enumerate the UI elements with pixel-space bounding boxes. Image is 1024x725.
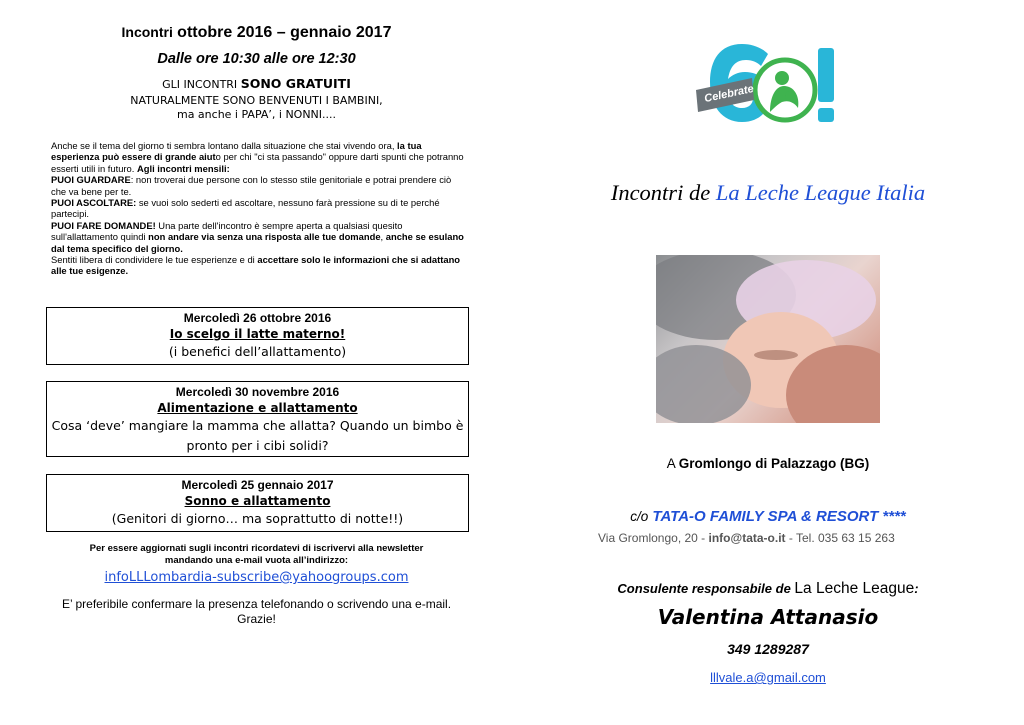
location-name: Gromlongo di Palazzago (BG) bbox=[678, 456, 870, 471]
address-phone: - Tel. 035 63 15 263 bbox=[788, 531, 895, 545]
puoi-guardare-text: : non troverai due persone con lo stesso stile genitoriale e potrai prendere ciò che va bene per te. bbox=[51, 174, 452, 197]
intro-s2-rest: o per chi "ci sta passando" oppure darti spunti che potranno esserti utili in futuro. bbox=[51, 151, 464, 174]
baby-photo-icon bbox=[656, 255, 880, 423]
period-dates: ottobre 2016 – gennaio 2017 bbox=[177, 24, 392, 41]
meeting-desc: (Genitori di giorno… ma soprattutto di notte!!) bbox=[111, 511, 404, 526]
title-prefix: Incontri de bbox=[610, 180, 711, 205]
sentiti-libera-text: Sentiti libera di condividere le tue esperienze e di bbox=[51, 254, 258, 266]
puoi-ascoltare-text: se vuoi solo sederti ed ascoltare, nessuno farà pressione su di te perché partecipi. bbox=[51, 197, 440, 220]
intro-paragraph bbox=[51, 140, 464, 277]
newsletter-email-row bbox=[46, 570, 467, 585]
free-bold: SONO GRATUITI bbox=[240, 76, 351, 91]
meeting-topic: Io scelgo il latte materno! bbox=[169, 327, 346, 341]
main-title bbox=[560, 180, 976, 206]
consultant-email-row bbox=[560, 670, 976, 685]
puoi-fare-domande-text: Una parte dell'incontro è sempre aperta a qualsiasi quesito sull'allattamento quindi bbox=[51, 219, 403, 243]
meeting-topic: Sonno e allattamento bbox=[184, 494, 331, 508]
hours-line: Dalle ore 10:30 alle ore 12:30 bbox=[157, 51, 356, 67]
puoi-fare-domande-bold2: anche se esulano dal tema specifico del giorno. bbox=[51, 231, 464, 254]
puoi-fare-domande-bold: non andare via senza una risposta alle tue domande bbox=[148, 231, 381, 243]
intro-s1: Anche se il tema del giorno ti sembra lontano dalla situazione che stai vivendo ora, bbox=[51, 140, 395, 151]
address-line bbox=[598, 531, 895, 545]
consultant-email-link[interactable]: lllvale.a@gmail.com bbox=[710, 670, 826, 685]
newsletter-line-1: Per essere aggiornati sugli incontri ricordatevi di iscrivervi alla newsletter bbox=[89, 543, 424, 554]
consultant-label-pre: Consulente responsabile de bbox=[617, 581, 791, 596]
puoi-ascoltare-label: PUOI ASCOLTARE: bbox=[51, 197, 137, 209]
puoi-fare-domande-label: PUOI FARE DOMANDE! bbox=[51, 219, 156, 231]
welcome-line-2: ma anche i PAPA’, i NONNI.... bbox=[176, 108, 337, 121]
consultant-name: Valentina Attanasio bbox=[657, 605, 879, 629]
celebrate-60-logo bbox=[690, 38, 850, 128]
free-line bbox=[46, 76, 467, 91]
confirm-line-1: E’ preferibile confermare la presenza telefonando o scrivendo una e-mail. bbox=[61, 597, 452, 611]
meeting-date: Mercoledì 30 novembre 2016 bbox=[175, 385, 340, 399]
consultant-label-org: La Leche League bbox=[794, 580, 915, 597]
venue-name: TATA-O FAMILY SPA & RESORT **** bbox=[652, 508, 906, 525]
confirm-line-2: Grazie! bbox=[237, 612, 276, 626]
meeting-box-1 bbox=[46, 307, 469, 365]
venue-prefix: c/o bbox=[630, 509, 649, 524]
meeting-date: Mercoledì 25 gennaio 2017 bbox=[181, 478, 334, 492]
location-line bbox=[560, 456, 976, 471]
sentiti-libera-bold: accettare solo le informazioni che si adattano alle tue esigenze. bbox=[51, 254, 461, 277]
address-street: Via Gromlongo, 20 - bbox=[598, 531, 706, 545]
venue-line bbox=[560, 508, 976, 525]
logo-number bbox=[690, 38, 691, 39]
welcome-text bbox=[46, 94, 467, 122]
newsletter-line-2: mandando una e-mail vuota all’indirizzo: bbox=[164, 555, 349, 566]
consultant-label bbox=[560, 580, 976, 598]
logo-graphic-icon bbox=[690, 38, 850, 128]
welcome-line-1: NATURALMENTE SONO BENVENUTI I BAMBINI, bbox=[130, 94, 383, 107]
period-prefix: Incontri bbox=[121, 24, 173, 40]
breastfeeding-photo bbox=[656, 255, 880, 423]
consultant-label-post: : bbox=[914, 581, 919, 596]
confirm-text bbox=[46, 597, 467, 627]
meeting-date: Mercoledì 26 ottobre 2016 bbox=[183, 311, 332, 325]
free-prefix: GLI INCONTRI bbox=[162, 78, 238, 91]
venue-email-link[interactable]: info@tata-o.it bbox=[708, 531, 786, 545]
puoi-guardare-label: PUOI GUARDARE bbox=[51, 174, 131, 186]
logo-text: Celebrate bbox=[703, 82, 755, 106]
consultant-phone: 349 1289287 bbox=[727, 641, 809, 657]
title-org: La Leche League Italia bbox=[715, 180, 926, 205]
intro-s3-bold: Agli incontri mensili: bbox=[136, 162, 230, 174]
location-prefix: A bbox=[666, 456, 675, 471]
newsletter-email-link[interactable]: infoLLLombardia-subscribe@yahoogroups.com bbox=[104, 570, 409, 585]
intro-s2-bold: la tua esperienza può essere di grande aiut bbox=[51, 140, 422, 163]
newsletter-text bbox=[46, 543, 467, 567]
meeting-desc-line1: Cosa ‘deve’ mangiare la mamma che allatta? Quando un bimbo è bbox=[51, 418, 464, 433]
period-heading bbox=[46, 24, 467, 42]
meeting-desc-line2: pronto per i cibi solidi? bbox=[186, 438, 329, 453]
meeting-topic: Alimentazione e allattamento bbox=[157, 401, 358, 415]
meeting-desc: (i benefici dell’allattamento) bbox=[168, 344, 347, 359]
puoi-fare-domande-sep: , bbox=[380, 231, 386, 243]
meeting-box-3 bbox=[46, 474, 469, 532]
meeting-box-2 bbox=[46, 381, 469, 457]
